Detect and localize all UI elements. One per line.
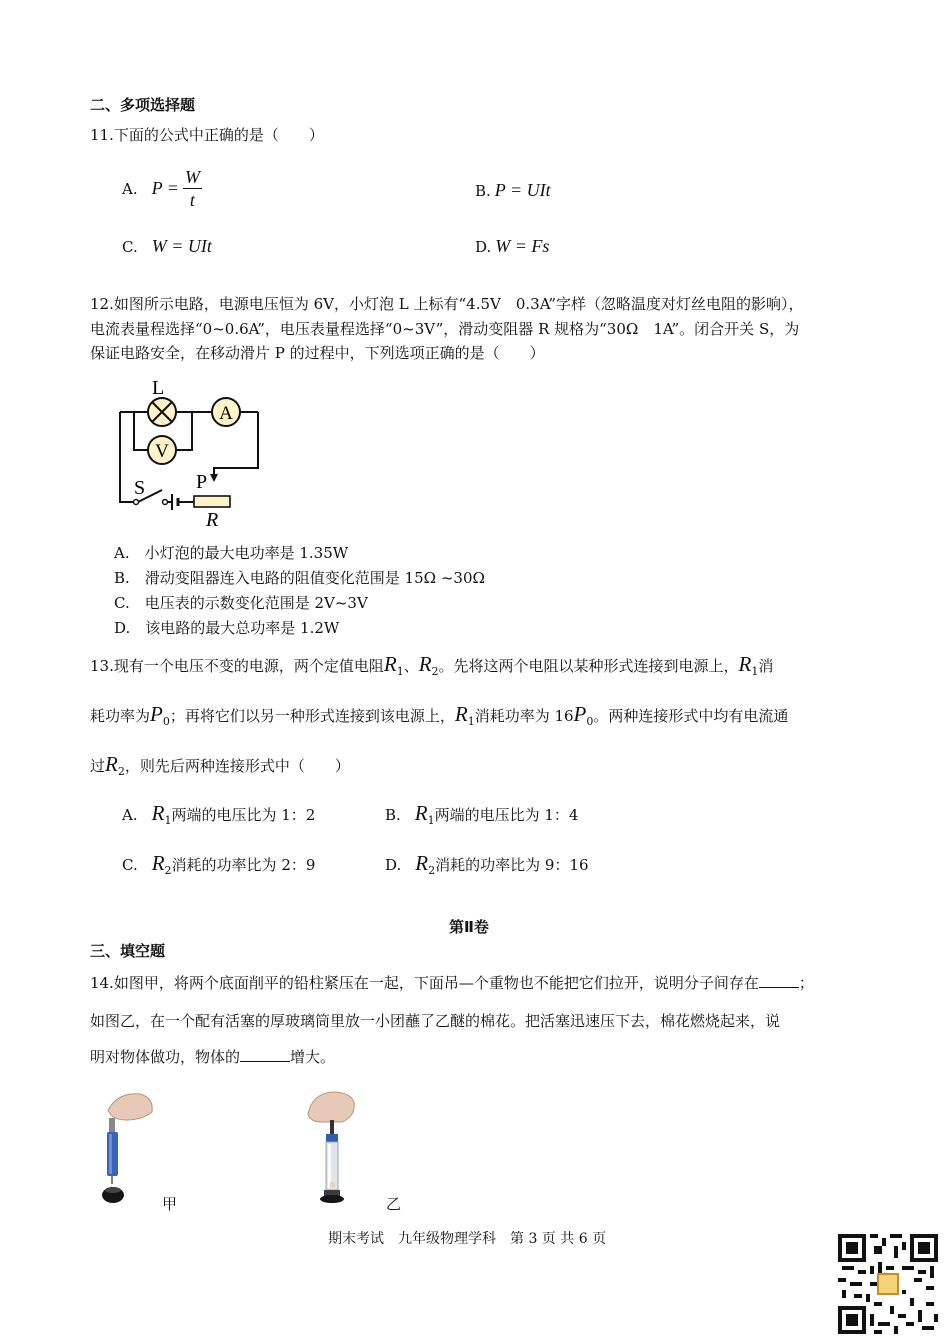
qr-code xyxy=(838,1234,938,1334)
question-13-line3: 过$R_2$，则先后两种连接形式中（ ） xyxy=(90,752,350,778)
question-14-line2: 如图乙，在一个配有活塞的厚玻璃筒里放一小团蘸了乙醚的棉花。把活塞迅速压下去，棉花燃烧起来，说 xyxy=(90,1012,781,1030)
q12-option-d: D. 该电路的最大总功率是 1.2W xyxy=(114,619,340,637)
question-13-line1: 13.现有一个电压不变的电源，两个定值电阻$R_1$、$R_2$。先将这两个电阻以某种形式连接到电源上，$R_1$消 xyxy=(90,652,774,678)
voltmeter-label: V xyxy=(155,441,169,462)
question-11-stem: 11.下面的公式中正确的是（ ） xyxy=(90,126,324,144)
ammeter-label: A xyxy=(219,403,233,424)
page-footer: 期末考试 九年级物理学科 第 3 页 共 6 页 xyxy=(328,1231,607,1247)
rheostat-label: R xyxy=(206,509,219,531)
figure-label-yi: 乙 xyxy=(386,1195,402,1213)
q13-option-a: A. $R_1$两端的电压比为 1：2 xyxy=(122,801,316,827)
question-13-line2: 耗功率为$P_0$；再将它们以另一种形式连接到该电源上，$R_1$消耗功率为 $16P_0$。两种连接形式中均有电流通 xyxy=(90,702,789,728)
section-title: 二、多项选择题 xyxy=(90,96,196,114)
section-title: 三、填空题 xyxy=(90,942,166,960)
glass-cylinder-photo xyxy=(302,1088,364,1214)
q11-option-d: D. W = Fs xyxy=(475,236,550,256)
part-title: 第Ⅱ卷 xyxy=(449,918,489,936)
q11-option-c: C. W = UIt xyxy=(122,236,212,256)
q13-option-b: B. $R_1$两端的电压比为 1：4 xyxy=(385,801,579,827)
question-14-line3: 明对物体做功，物体的 增大。 xyxy=(90,1048,336,1066)
q12-option-a: A. 小灯泡的最大电功率是 1.35W xyxy=(114,544,349,562)
q11-option-b: B. P = UIt xyxy=(475,180,551,200)
answer-blank[interactable] xyxy=(240,1061,290,1062)
lamp-icon xyxy=(148,398,176,426)
q13-option-c: C. $R_2$消耗的功率比为 2：9 xyxy=(122,851,316,877)
question-12-line1: 12.如图所示电路，电源电压恒为 6V，小灯泡 L 上标有“4.5V 0.3A”字样（忽略温度对灯丝电阻的影响）， xyxy=(90,295,804,313)
circuit-diagram xyxy=(110,374,270,532)
lamp-label: L xyxy=(152,377,165,399)
q12-option-b: B. 滑动变阻器连入电路的阻值变化范围是 15Ω ~30Ω xyxy=(114,569,485,587)
question-14-line1: 14.如图甲，将两个底面削平的铅柱紧压在一起，下面吊—个重物也不能把它们拉开，说明分子间存在 ； xyxy=(90,974,814,992)
slider-label: P xyxy=(196,471,208,493)
rheostat xyxy=(194,496,230,507)
question-12-line2: 电流表量程选择“0~0.6A”，电压表量程选择“0~3V”，滑动变阻器 R 规格为“30Ω 1A”。闭合开关 S，为 xyxy=(90,320,800,338)
lead-cylinder-photo xyxy=(98,1090,160,1210)
answer-blank[interactable] xyxy=(759,987,799,988)
q11-option-a: A. P = $\frac{W}{t}$ xyxy=(122,167,200,210)
q12-option-c: C. 电压表的示数变化范围是 2V~3V xyxy=(114,594,368,612)
switch-label: S xyxy=(134,477,146,499)
figure-label-jia: 甲 xyxy=(162,1195,178,1213)
question-12-line3: 保证电路安全，在移动滑片 P 的过程中，下列选项正确的是（ ） xyxy=(90,344,545,362)
q13-option-d: D. $R_2$消耗的功率比为 9：16 xyxy=(385,851,589,877)
